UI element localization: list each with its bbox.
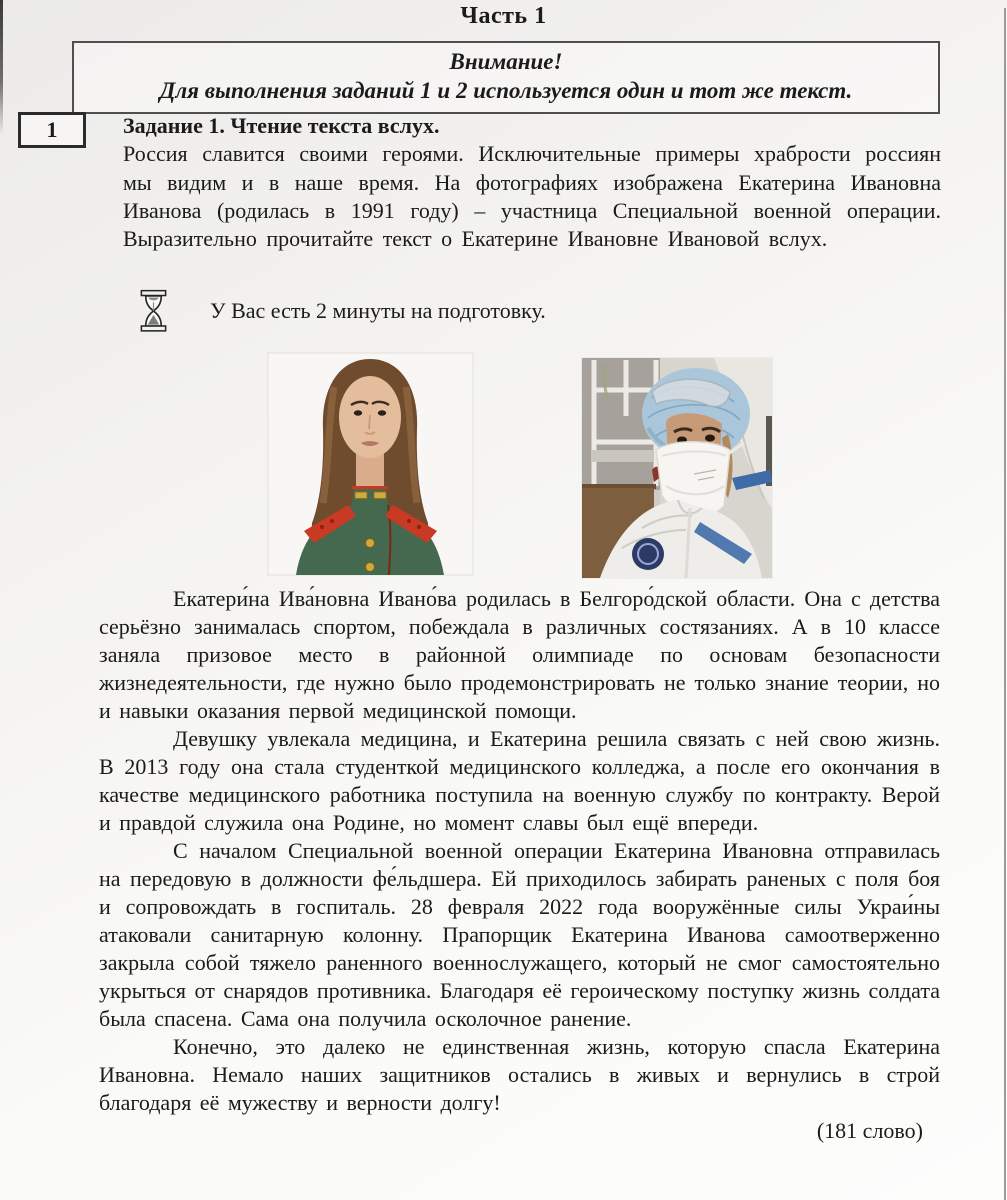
attention-heading: Внимание! [449, 49, 563, 74]
timer-row [138, 288, 546, 333]
attention-note: Для выполнения заданий 1 и 2 используется один и тот же текст. [159, 78, 853, 103]
task-block [123, 112, 941, 253]
attention-box [72, 41, 940, 114]
military-portrait-photo [268, 353, 473, 575]
timer-text: У Вас есть 2 минуты на подготовку. [210, 297, 546, 323]
reading-paragraph: С началом Специальной военной операции Екатерина Ивановна отправилась на передовую в должности фе́льдшера. Ей приходилось забирать раненых с поля боя и сопровождать в госпиталь. 28 февраля 2022 года вооружённые силы Украи́ны атаковали санитарную колонну. Прапорщик Екатерина Иванова самоотверженно закрыла собой тяжело раненного военнослужащего, который не смог самостоятельно укрыться от снарядов противника. Благодаря её героическому поступку жизнь солдата была спасена. Сама она получила осколочное ранение. [99, 838, 940, 1031]
word-count: (181 слово) [816, 1118, 923, 1143]
medical-ppe-photo [582, 358, 772, 578]
task-intro-text: Россия славится своими героями. Исключительные примеры храбрости россиян мы видим и в наше время. На фотографиях изображена Екатерина Ивановна Иванова (родилась в 1991 году) – участница Специальной военной операции. Выразительно прочитайте текст о Екатерине Ивановне Ивановой вслух. [123, 141, 941, 252]
reading-paragraph: Екатери́на Ива́новна Ивано́ва родилась в Белгоро́дской области. Она с детства серьёзно занималась спортом, побеждала в различных состязаниях. А в 10 классе заняла призовое место в районной олимпиаде по основам безопасности жизнедеятельности, где нужно было продемонстрировать не только знание теории, но и навыки оказания первой медицинской помощи. [99, 586, 940, 723]
hourglass-icon [138, 289, 169, 333]
reading-text [99, 585, 940, 1145]
task-title: Задание 1. Чтение текста вслух. [123, 113, 440, 138]
part-title: Часть 1 [460, 3, 547, 29]
task-number-box [18, 112, 86, 148]
reading-paragraph: Конечно, это далеко не единственная жизнь, которую спасла Екатерина Ивановна. Немало наших защитников остались в живых и вернулись в строй благодаря её мужеству и верности долгу! [99, 1034, 940, 1115]
task-number: 1 [46, 117, 58, 142]
reading-paragraph: Девушку увлекала медицина, и Екатерина решила связать с ней свою жизнь. В 2013 году она стала студенткой медицинского колледжа, а после его окончания в качестве медицинского работника поступила на военную службу по контракту. Верой и правдой служила она Родине, но момент славы был ещё впереди. [99, 726, 940, 835]
page-right-edge-line [1004, 8, 1006, 1200]
